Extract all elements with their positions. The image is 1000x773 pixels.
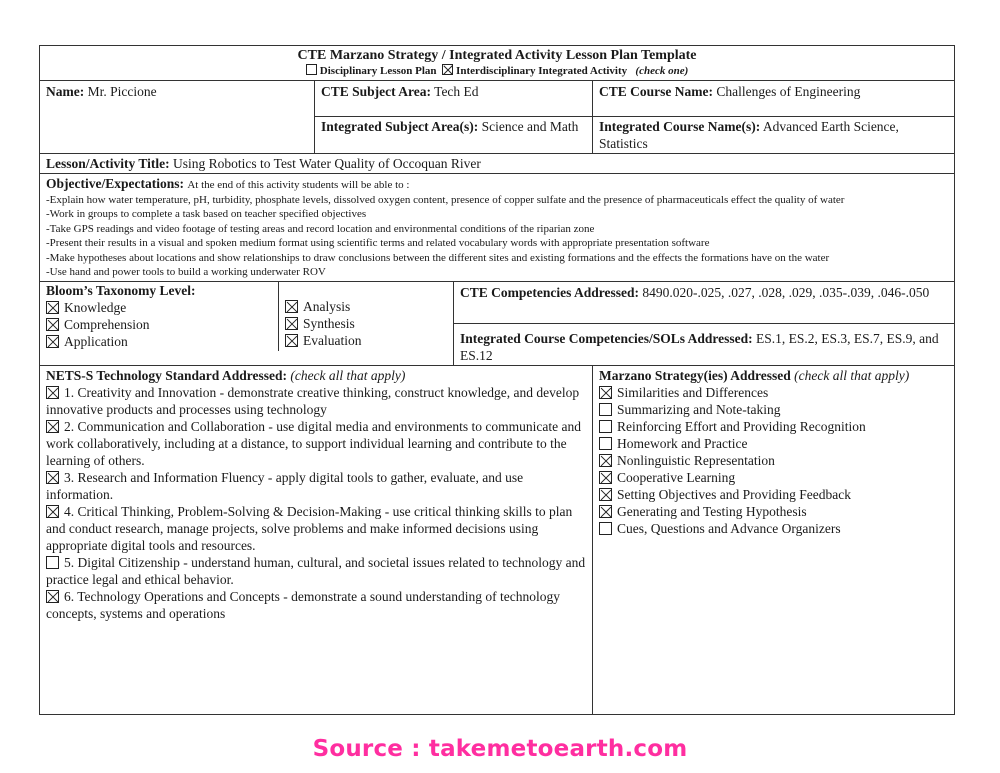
name-cell — [40, 81, 315, 154]
marzano-4-checkbox-icon[interactable] — [599, 437, 612, 450]
marzano-5-text: Nonlinguistic Representation — [617, 452, 775, 468]
marzano-8-checkbox-icon[interactable] — [599, 505, 612, 518]
marzano-3-checkbox-icon[interactable] — [599, 420, 612, 433]
blooms-synthesis — [285, 315, 453, 332]
integrated-competencies-value: ES.1, ES.2, ES.3, ES.7, ES.9, and ES.12 — [460, 330, 939, 363]
objective-item: -Use hand and power tools to build a working underwater ROV — [46, 266, 326, 278]
objectives-list — [46, 193, 948, 280]
lesson-title-cell — [40, 154, 955, 174]
synthesis-label: Synthesis — [303, 315, 355, 331]
nets-item-6 — [46, 588, 586, 622]
evaluation-label: Evaluation — [303, 332, 362, 348]
marzano-hint: (check all that apply) — [794, 367, 910, 383]
objective-item: -Work in groups to complete a task based on teacher specified objectives — [46, 208, 367, 220]
synthesis-checkbox-icon[interactable] — [285, 317, 298, 330]
interdisciplinary-label: Interdisciplinary Integrated Activity — [456, 65, 628, 77]
nets-hint: (check all that apply) — [290, 367, 406, 383]
marzano-8-text: Generating and Testing Hypothesis — [617, 503, 807, 519]
cte-subject-value: Tech Ed — [434, 84, 479, 99]
nets-list — [46, 384, 586, 622]
nets-4-text: 4. Critical Thinking, Problem-Solving & Decision-Making - use critical thinking skills to plan and conduct research, manage projects, solve problems and make informed decisions using appropriate digital tools and resources. — [46, 503, 573, 553]
marzano-item — [599, 384, 948, 401]
lesson-plan-table — [39, 45, 955, 715]
nets-item-5 — [46, 554, 586, 588]
analysis-label: Analysis — [303, 298, 351, 314]
source-watermark: Source : takemetoearth.com — [312, 736, 688, 762]
marzano-item — [599, 435, 948, 452]
lesson-title-value: Using Robotics to Test Water Quality of Occoquan River — [173, 156, 481, 171]
nets-3-checkbox-icon[interactable] — [46, 471, 59, 484]
application-label: Application — [64, 333, 128, 349]
marzano-label: Marzano Strategy(ies) Addressed — [599, 367, 791, 383]
marzano-6-checkbox-icon[interactable] — [599, 471, 612, 484]
cte-competencies-label: CTE Competencies Addressed: — [460, 284, 640, 300]
integrated-competencies-cell — [454, 323, 955, 365]
marzano-item — [599, 520, 948, 537]
marzano-3-text: Reinforcing Effort and Providing Recognition — [617, 418, 866, 434]
marzano-2-text: Summarizing and Note-taking — [617, 401, 781, 417]
evaluation-checkbox-icon[interactable] — [285, 334, 298, 347]
nets-6-text: 6. Technology Operations and Concepts - demonstrate a sound understanding of technology concepts, systems and operations — [46, 588, 560, 621]
objectives-cell — [40, 174, 955, 282]
cte-course-label: CTE Course Name: — [599, 84, 713, 99]
nets-6-checkbox-icon[interactable] — [46, 590, 59, 603]
marzano-5-checkbox-icon[interactable] — [599, 454, 612, 467]
disciplinary-label: Disciplinary Lesson Plan — [319, 65, 437, 77]
marzano-1-text: Similarities and Differences — [617, 384, 769, 400]
plan-type-options — [46, 64, 948, 78]
name-label: Name: — [46, 84, 85, 99]
check-one-hint: (check one) — [635, 65, 689, 77]
cte-competencies-value: 8490.020-.025, .027, .028, .029, .035-.039, .046-.050 — [642, 284, 930, 300]
integrated-subject-value: Science and Math — [481, 119, 579, 134]
blooms-knowledge — [46, 299, 278, 316]
cte-competencies-cell — [454, 281, 955, 323]
blooms-cell — [40, 281, 454, 365]
knowledge-label: Knowledge — [64, 299, 127, 315]
form-title: CTE Marzano Strategy / Integrated Activity Lesson Plan Template — [297, 48, 697, 63]
analysis-checkbox-icon[interactable] — [285, 300, 298, 313]
form-header — [40, 46, 955, 81]
cte-subject-label: CTE Subject Area: — [321, 84, 431, 99]
objectives-label: Objective/Expectations: — [46, 176, 184, 191]
lesson-plan-form — [39, 45, 954, 720]
nets-2-text: 2. Communication and Collaboration - use digital media and environments to communicate and work collaboratively, including at a distance, to support individual learning and contribute to the learning of others. — [46, 418, 582, 468]
cte-course-cell — [593, 81, 955, 117]
marzano-item — [599, 486, 948, 503]
marzano-cell — [593, 365, 955, 714]
nets-2-checkbox-icon[interactable] — [46, 420, 59, 433]
nets-1-text: 1. Creativity and Innovation - demonstrate creative thinking, construct knowledge, and develop innovative products and processes using technology — [46, 384, 580, 417]
marzano-item — [599, 401, 948, 418]
marzano-2-checkbox-icon[interactable] — [599, 403, 612, 416]
nets-item-1 — [46, 384, 586, 418]
integrated-course-cell — [593, 117, 955, 154]
objectives-intro: At the end of this activity students will be able to : — [187, 179, 410, 191]
nets-3-text: 3. Research and Information Fluency - apply digital tools to gather, evaluate, and use information. — [46, 469, 524, 502]
marzano-item — [599, 418, 948, 435]
nets-4-checkbox-icon[interactable] — [46, 505, 59, 518]
nets-5-checkbox-icon[interactable] — [46, 556, 59, 569]
integrated-course-value: Advanced Earth Science, Statistics — [599, 119, 899, 151]
marzano-item — [599, 469, 948, 486]
objective-item: -Make hypotheses about locations and show relationships to draw conclusions between the different sites and existing formations and the effects the formations have on the water — [46, 251, 830, 264]
comprehension-checkbox-icon[interactable] — [46, 318, 59, 331]
marzano-9-checkbox-icon[interactable] — [599, 522, 612, 535]
marzano-item — [599, 452, 948, 469]
marzano-9-text: Cues, Questions and Advance Organizers — [617, 520, 841, 536]
marzano-4-text: Homework and Practice — [617, 435, 748, 451]
objective-item: -Present their results in a visual and spoken medium format using scientific terms and related vocabulary words with appropriate presentation software — [46, 237, 710, 249]
cte-subject-cell — [315, 81, 593, 117]
objective-item: -Take GPS readings and video footage of testing areas and record location and environmental conditions of the riparian zone — [46, 222, 595, 235]
blooms-analysis — [285, 298, 453, 315]
objective-item: -Explain how water temperature, pH, turbidity, phosphate levels, dissolved oxygen content, presence of copper sulfate and the presence of pharmaceuticals effect the quality of water — [46, 193, 845, 206]
interdisciplinary-checkbox-icon[interactable] — [442, 64, 453, 75]
nets-item-2 — [46, 418, 586, 469]
integrated-course-label: Integrated Course Name(s): — [599, 119, 761, 134]
marzano-7-text: Setting Objectives and Providing Feedback — [617, 486, 851, 502]
nets-item-3 — [46, 469, 586, 503]
application-checkbox-icon[interactable] — [46, 335, 59, 348]
marzano-6-text: Cooperative Learning — [617, 469, 736, 485]
integrated-subject-label: Integrated Subject Area(s): — [321, 119, 479, 134]
marzano-1-checkbox-icon[interactable] — [599, 386, 612, 399]
name-value: Mr. Piccione — [87, 84, 157, 99]
lesson-title-label: Lesson/Activity Title: — [46, 156, 170, 171]
blooms-comprehension — [46, 316, 278, 333]
blooms-application — [46, 333, 278, 350]
blooms-evaluation — [285, 332, 453, 349]
integrated-subject-cell — [315, 117, 593, 154]
integrated-competencies-label: Integrated Course Competencies/SOLs Addressed: — [460, 330, 753, 346]
disciplinary-checkbox-icon[interactable] — [306, 64, 317, 75]
comprehension-label: Comprehension — [64, 316, 150, 332]
nets-1-checkbox-icon[interactable] — [46, 386, 59, 399]
marzano-item — [599, 503, 948, 520]
cte-course-value: Challenges of Engineering — [716, 84, 861, 99]
nets-cell — [40, 365, 593, 714]
marzano-7-checkbox-icon[interactable] — [599, 488, 612, 501]
knowledge-checkbox-icon[interactable] — [46, 301, 59, 314]
blooms-label: Bloom’s Taxonomy Level: — [46, 282, 196, 298]
nets-5-text: 5. Digital Citizenship - understand human, cultural, and societal issues related to technology and practice legal and ethical behavior. — [46, 554, 586, 587]
nets-label: NETS-S Technology Standard Addressed: — [46, 367, 287, 383]
marzano-list — [599, 384, 948, 537]
nets-item-4 — [46, 503, 586, 554]
